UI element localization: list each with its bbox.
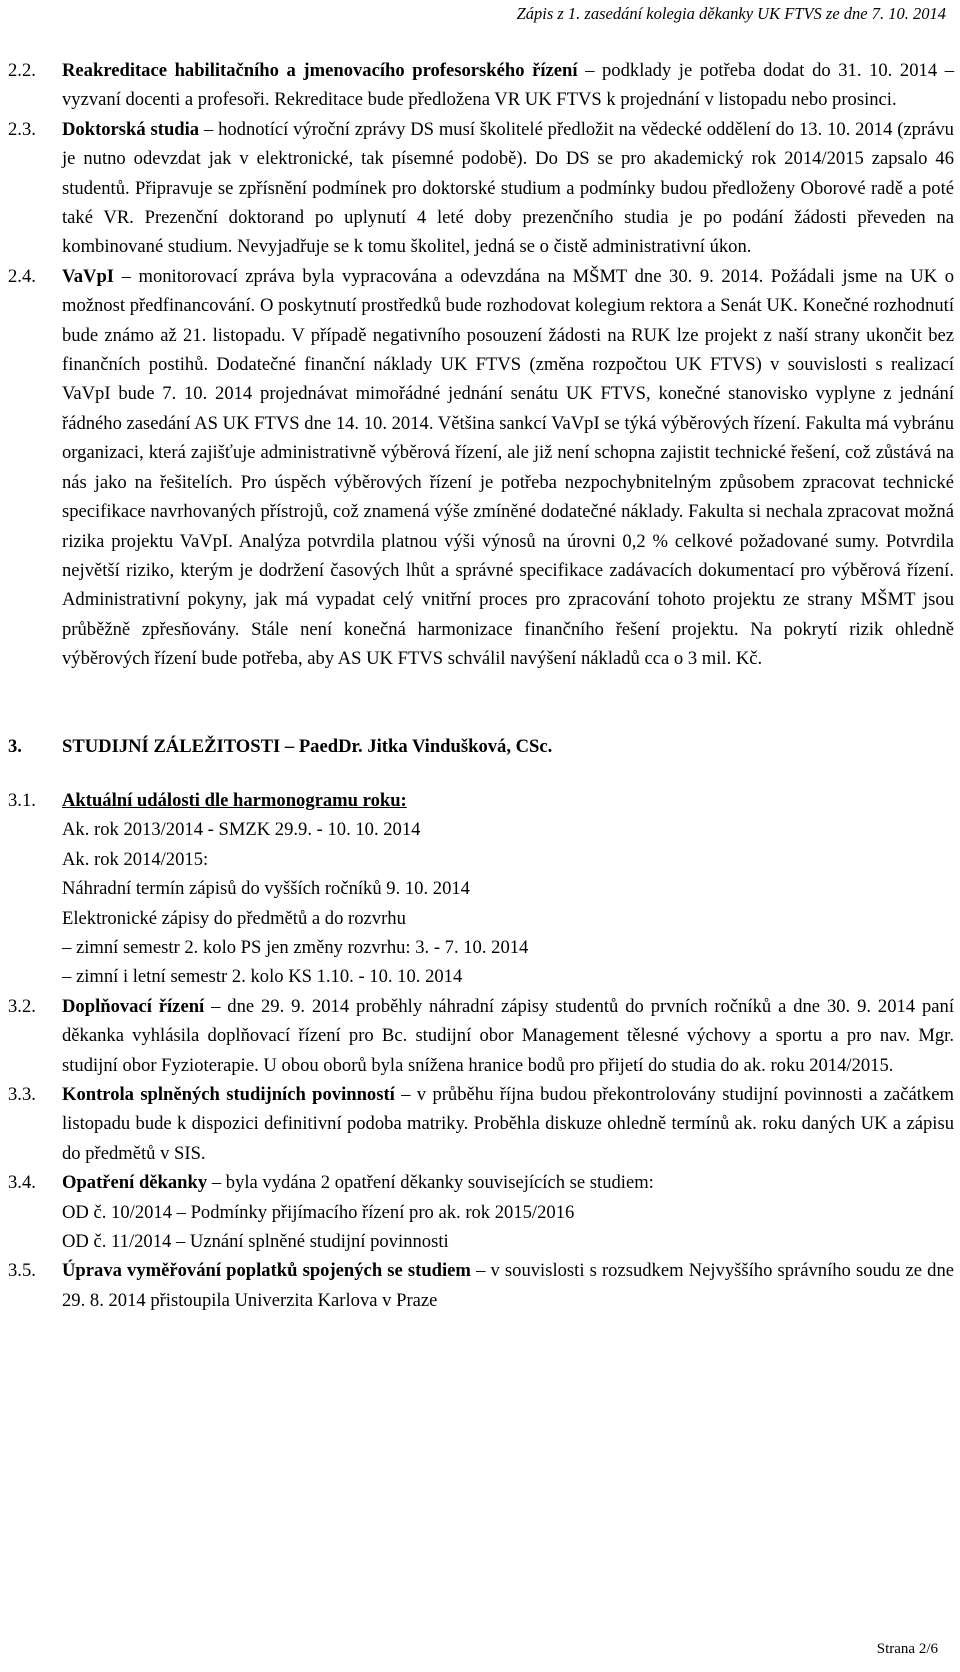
page-header: Zápis z 1. zasedání kolegia děkanky UK FTVS ze dne 7. 10. 2014 bbox=[516, 4, 946, 23]
item-body bbox=[62, 1080, 954, 1168]
item-title: Doktorská studia bbox=[62, 118, 200, 140]
section-title: STUDIJNÍ ZÁLEŽITOSTI – PaedDr. Jitka Vindušková, CSc. bbox=[62, 735, 553, 757]
item-title: VaVpI bbox=[62, 265, 115, 287]
item-3-1-line: Náhradní termín zápisů do vyšších ročníků 9. 10. 2014 bbox=[62, 878, 470, 900]
item-3-1-line: – zimní i letní semestr 2. kolo KS 1.10. - 10. 10. 2014 bbox=[62, 966, 463, 988]
item-number: 3.5. bbox=[8, 1260, 36, 1282]
section-3-heading bbox=[8, 732, 954, 761]
item-text: – monitorovací zpráva byla vypracována a odevzdána na MŠMT dne 30. 9. 2014. Požádali jsme na UK o možnost předfinancování. O poskytnutí prostředků bude rozhodovat kolegium rektora a Senát UK. Konečné rozhodnutí bude známo až 21. listopadu. V případě negativního posouzení žádosti na RUK lze projekt z naší strany ukončit bez finančních postihů. Dodatečné finanční náklady UK FTVS (změna rozpočtou UK FTVS) v souvislosti s realizací VaVpI bude 7. 10. 2014 projednávat mimořádné jednání senátu UK FTVS, konečné stanovisko vyplyne z jednání řádného zasedání AS UK FTVS dne 14. 10. 2014. Většina sankcí VaVpI se týká výběrových řízení. Fakulta má vybránu organizaci, která zajišťuje administrativně výběrová řízení, ale již není schopna zajistit technické řešení, což zůstává na nás jako na řešitelích. Pro úspěch výběrových řízení je potřeba nezpochybnitelným způsobem zpracovat technické specifikace navrhovaných přístrojů, což znamená výše zmíněné dodatečné náklady. Fakulta si nechala zpracovat možná rizika projektu VaVpI. Analýza potvrdila platnou výši výnosů na úrovni 0,2 % celkové požadované sumy. Potvrdila největší riziko, kterým je dodržení časových lhůt a správné specifikace zadávacích dokumentací pro výběrová řízení. Administrativní pokyny, jak má vypadat celý vnitřní proces pro zpracování tohoto projektu ze strany MŠMT jsou průběžně zpřesňovány. Stále není konečná harmonizace finančního řešení projektu. Na pokrytí rizik ohledně výběrových řízení bude potřeba, aby AS UK FTVS schválil navýšení nákladů cca o 3 mil. Kč. bbox=[62, 265, 954, 670]
item-number: 3.4. bbox=[8, 1172, 36, 1194]
item-body bbox=[62, 1168, 954, 1197]
item-number: 3.3. bbox=[8, 1084, 36, 1105]
item-title: Úprava vyměřování poplatků spojených se studiem bbox=[62, 1260, 471, 1282]
item-body bbox=[62, 56, 954, 115]
item-title: Doplňovací řízení bbox=[62, 995, 205, 1017]
item-number: 3.1. bbox=[8, 789, 36, 811]
item-3-1-line: – zimní semestr 2. kolo PS jen změny rozvrhu: 3. - 7. 10. 2014 bbox=[62, 936, 529, 958]
item-3-5 bbox=[8, 1256, 954, 1315]
item-body bbox=[62, 992, 954, 1080]
spacer bbox=[8, 674, 954, 732]
item-text: – podklady je potřeba dodat do 31. 10. 2014 – vyzvaní docenti a profesoři. Rekreditace bude předložena VR UK FTVS k projednání v listopadu nebo prosinci. bbox=[62, 60, 955, 111]
item-number: 2.3. bbox=[8, 118, 36, 140]
item-3-1-line: Ak. rok 2014/2015: bbox=[62, 848, 209, 870]
item-3-4 bbox=[8, 1168, 954, 1197]
item-3-4-line: OD č. 11/2014 – Uznání splněné studijní povinnosti bbox=[62, 1231, 449, 1253]
spacer bbox=[8, 761, 954, 786]
item-3-2 bbox=[8, 992, 954, 1080]
item-3-3 bbox=[8, 1080, 954, 1168]
item-2-3 bbox=[8, 115, 954, 262]
item-title: Kontrola splněných studijních povinností bbox=[62, 1084, 395, 1105]
item-text: – v průběhu října budou překontrolovány studijní povinnosti a začátkem listopadu bude k dispozici definitivní podoba matriky. Proběhla diskuze ohledně termínů ak. roku daných UK a zápisu do předmětů v SIS. bbox=[62, 1084, 954, 1164]
item-body bbox=[62, 115, 954, 262]
item-text: – hodnotící výroční zprávy DS musí školitelé předložit na vědecké oddělení do 13. 10. 2014 (zprávu je nutno odevzdat jak v elektronické, tak písemné podobě). Do DS se pro akademický rok 2014/2015 zapsalo 46 studentů. Připravuje se zpřísnění podmínek pro doktorské studium a podmínky budou předloženy Oborové radě a poté také VR. Prezenční doktorand po uplynutí 4 leté doby prezenčního studia je po podání žádosti převeden na kombinované studium. Nevyjadřuje se k tomu školitel, jedná se o čistě administrativní úkon. bbox=[62, 118, 954, 258]
item-number: 2.2. bbox=[8, 60, 36, 81]
item-3-1 bbox=[8, 786, 954, 815]
item-body bbox=[62, 262, 954, 674]
item-title: Opatření děkanky bbox=[62, 1172, 208, 1194]
item-3-4-line: OD č. 10/2014 – Podmínky přijímacího řízení pro ak. rok 2015/2016 bbox=[62, 1201, 575, 1223]
item-3-1-line: Elektronické zápisy do předmětů a do rozvrhu bbox=[62, 907, 406, 929]
item-3-1-line: Ak. rok 2013/2014 - SMZK 29.9. - 10. 10. 2014 bbox=[62, 819, 421, 841]
item-title: Aktuální události dle harmonogramu roku: bbox=[62, 789, 407, 811]
section-number: 3. bbox=[8, 735, 22, 757]
item-2-2 bbox=[8, 56, 954, 115]
item-body bbox=[62, 1256, 954, 1315]
item-text: – dne 29. 9. 2014 proběhly náhradní zápisy studentů do prvních ročníků a dne 30. 9. 2014 paní děkanka vyhlásila doplňovací řízení pro Bc. studijní obor Management tělesné výchovy a sportu a pro nav. Mgr. studijní obor Fyzioterapie. U obou oborů byla snížena hranice bodů pro přijetí do studia do ak. roku 2014/2015. bbox=[62, 995, 954, 1076]
item-number: 3.2. bbox=[8, 995, 36, 1017]
item-2-4 bbox=[8, 262, 954, 674]
item-text: – byla vydána 2 opatření děkanky souvisejících se studiem: bbox=[207, 1172, 654, 1194]
document-body bbox=[8, 56, 954, 1315]
item-text: – v souvislosti s rozsudkem Nejvyššího správního soudu ze dne 29. 8. 2014 přistoupila Univerzita Karlova v Praze bbox=[62, 1260, 954, 1311]
item-title: Reakreditace habilitačního a jmenovacího profesorského řízení bbox=[62, 60, 578, 81]
item-number: 2.4. bbox=[8, 265, 36, 287]
item-body bbox=[62, 786, 954, 815]
page-number: Strana 2/6 bbox=[876, 1641, 938, 1657]
